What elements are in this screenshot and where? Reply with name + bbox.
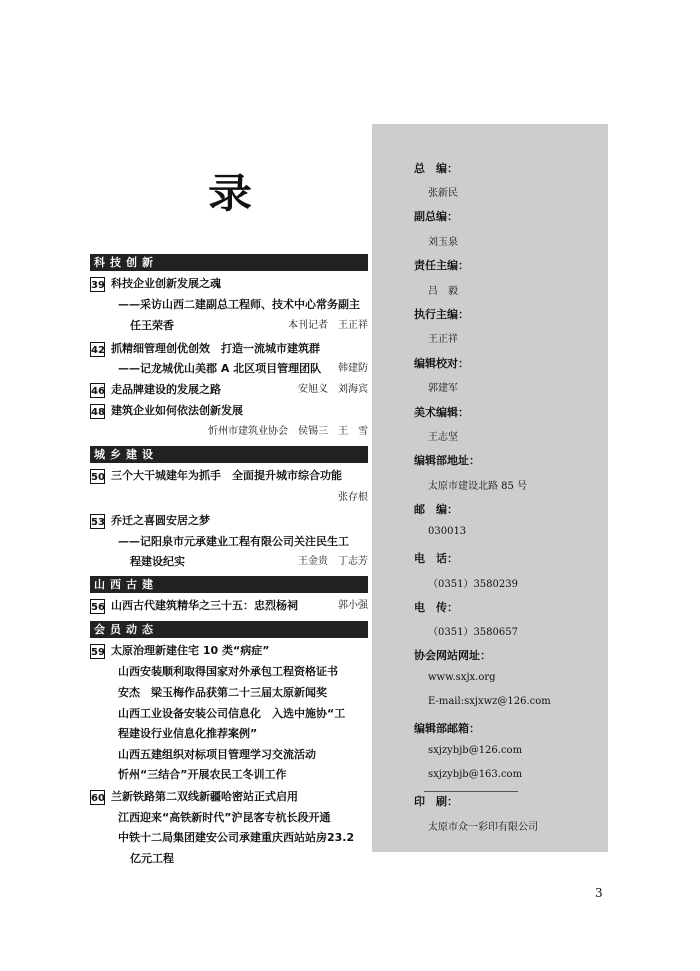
toc-author: 安旭义 刘海宾 [298, 384, 368, 395]
toc-entry[interactable]: 山西五建组织对标项目管理学习交流活动 [118, 748, 316, 761]
address-label: 编辑部地址： [414, 454, 480, 467]
section-header-urban: 城乡建设 [90, 446, 368, 463]
page-number-box: 39 [90, 277, 105, 292]
printer-label: 印 刷： [414, 795, 458, 808]
responsible-editor-value: 吕 毅 [428, 286, 458, 297]
fax-label: 电 传： [414, 601, 458, 614]
page-number: 3 [595, 886, 603, 900]
toc-entry-subtitle: ——采访山西二建副总工程师、技术中心常务副主 [118, 298, 360, 311]
toc-entry-subtitle: 程建设纪实 [130, 555, 185, 568]
toc-entry-continued: 程建设行业信息化推荐案例” [118, 727, 258, 740]
executive-editor-value: 王正祥 [428, 334, 458, 345]
toc-entry-continued: 亿元工程 [130, 852, 174, 865]
art-editor-value: 王志坚 [428, 432, 458, 443]
toc-entry[interactable]: 中铁十二局集团建安公司承建重庆西站站房23.2 [118, 831, 355, 844]
zip-value: 030013 [428, 526, 467, 537]
toc-title: 录 [208, 170, 252, 217]
website-label: 协会网站网址： [414, 649, 491, 662]
toc-entry[interactable]: 抓精细管理创优创效 打造一流城市建筑群 [111, 342, 320, 355]
editorial-email-2[interactable]: sxjzybjb@163.com [428, 769, 523, 780]
section-header-ancient: 山西古建 [90, 576, 368, 593]
proofreader-label: 编辑校对： [414, 357, 469, 370]
phone-label: 电 话： [414, 552, 458, 565]
toc-entry[interactable]: 太原治理新建住宅 10 类“病症” [111, 644, 270, 657]
executive-editor-label: 执行主编： [414, 308, 469, 321]
toc-author: 张存根 [338, 492, 368, 503]
masthead-panel [372, 124, 608, 852]
editorial-email-1[interactable]: sxjzybjb@126.com [428, 745, 523, 756]
toc-author: 韩建防 [338, 363, 368, 374]
toc-entry[interactable]: 三个大干城建年为抓手 全面提升城市综合功能 [111, 469, 342, 482]
page-number-box: 60 [90, 790, 105, 805]
phone-value: （0351）3580239 [428, 579, 518, 590]
page-number-box: 42 [90, 342, 105, 357]
page-number-box: 59 [90, 644, 105, 659]
page-number-box: 46 [90, 383, 105, 398]
toc-entry[interactable]: 兰新铁路第二双线新疆哈密站正式启用 [111, 790, 298, 803]
toc-author: 王金贵 丁志芳 [298, 556, 368, 567]
toc-entry[interactable]: 山西古代建筑精华之三十五：忠烈杨祠 [111, 599, 298, 612]
toc-entry-subtitle: ——记阳泉市元承建业工程有限公司关注民生工 [118, 535, 349, 548]
printer-value: 太原市众一彩印有限公司 [428, 822, 538, 833]
toc-entry[interactable]: 忻州“三结合”开展农民工冬训工作 [118, 768, 287, 781]
responsible-editor-label: 责任主编： [414, 259, 469, 272]
editorial-mailbox-label: 编辑部邮箱： [414, 722, 480, 735]
divider [424, 791, 518, 792]
address-value: 太原市建设北路 85 号 [428, 481, 528, 492]
page-number-box: 48 [90, 404, 105, 419]
art-editor-label: 美术编辑： [414, 406, 469, 419]
toc-author: 忻州市建筑业协会 侯锡三 王 雪 [208, 426, 368, 437]
page-number-box: 50 [90, 469, 105, 484]
fax-value: （0351）3580657 [428, 627, 518, 638]
section-header-tech: 科技创新 [90, 254, 368, 271]
deputy-editor-label: 副总编： [414, 210, 458, 223]
deputy-editor-value: 刘玉泉 [428, 237, 458, 248]
toc-entry[interactable]: 走品牌建设的发展之路 [111, 383, 221, 396]
website-link[interactable]: www.sxjx.org [428, 672, 496, 683]
chief-editor-label: 总 编： [414, 162, 458, 175]
toc-entry[interactable]: 山西工业设备安装公司信息化 入选中施协“工 [118, 707, 346, 720]
toc-entry[interactable]: 江西迎来“高铁新时代”沪昆客专杭长段开通 [118, 811, 331, 824]
zip-label: 邮 编： [414, 503, 458, 516]
toc-author: 本刊记者 王正祥 [288, 320, 368, 331]
toc-author: 郭小强 [338, 600, 368, 611]
toc-entry[interactable]: 安杰 梁玉梅作品获第二十三届太原新闻奖 [118, 686, 327, 699]
toc-entry[interactable]: 科技企业创新发展之魂 [111, 277, 221, 290]
toc-entry[interactable]: 建筑企业如何依法创新发展 [111, 404, 243, 417]
section-header-members: 会员动态 [90, 621, 368, 638]
chief-editor-value: 张新民 [428, 188, 458, 199]
proofreader-value: 郭建军 [428, 383, 458, 394]
toc-entry[interactable]: 乔迁之喜圆安居之梦 [111, 514, 210, 527]
page-number-box: 56 [90, 599, 105, 614]
email-link[interactable]: E-mail:sxjxwz@126.com [428, 696, 551, 707]
toc-entry-subtitle: ——记龙城优山美郡 A 北区项目管理团队 [118, 362, 322, 375]
toc-entry-subtitle: 任王荣香 [130, 319, 174, 332]
toc-entry[interactable]: 山西安装顺利取得国家对外承包工程资格证书 [118, 665, 338, 678]
page-number-box: 53 [90, 514, 105, 529]
